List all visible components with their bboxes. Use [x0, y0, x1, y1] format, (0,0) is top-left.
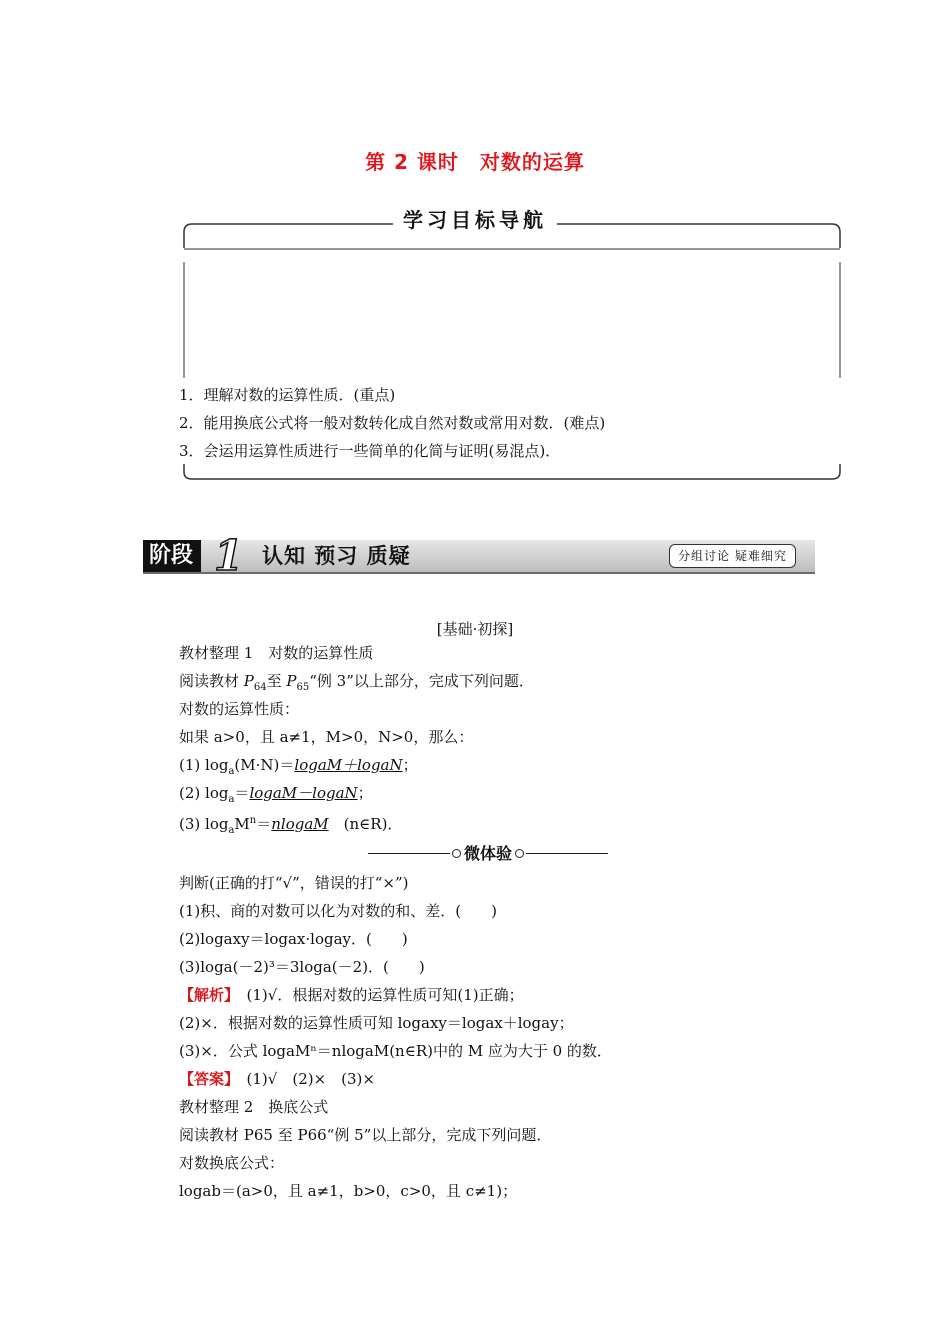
- properties-condition: 如果 a>0，且 a≠1，M>0，N>0，那么：: [179, 728, 474, 746]
- stage-tag: 分组讨论 疑难细究: [669, 544, 796, 568]
- material2-title: 教材整理 2 换底公式: [179, 1098, 329, 1116]
- change-of-base-title: 对数换底公式：: [179, 1154, 285, 1172]
- micro-question: (1)积、商的对数可以化为对数的和、差．( ): [179, 902, 497, 920]
- change-of-base-formula: logab＝(a>0，且 a≠1，b>0，c>0，且 c≠1)；: [179, 1182, 518, 1200]
- objective-item: 1．理解对数的运算性质．(重点): [179, 386, 396, 404]
- section-bracket-label: [基础·初探]: [436, 620, 514, 638]
- material1-title: 教材整理 1 对数的运算性质: [179, 644, 374, 662]
- properties-title: 对数的运算性质：: [179, 700, 300, 718]
- analysis-line: (2)×．根据对数的运算性质可知 logaxy＝logax＋logay；: [179, 1014, 574, 1032]
- analysis-label: 【解析】: [179, 986, 232, 1004]
- micro-question: (2)logaxy＝logax·logay．( ): [179, 930, 408, 948]
- stage-number: 1: [214, 531, 244, 580]
- formula-power: (3) $\log_aM^n=nlogaM$ (n∈R)．: [179, 815, 403, 836]
- answer-label: 【答案】: [179, 1070, 232, 1088]
- micro-question: (3)loga(－2)³＝3loga(－2)．( ): [179, 958, 425, 976]
- page-title: 第 2 课时 对数的运算: [365, 150, 585, 174]
- objectives-heading: 学习目标导航: [0, 204, 950, 233]
- analysis-line: 【解析】 (1)√．根据对数的运算性质可知(1)正确；: [179, 986, 524, 1004]
- objective-item: 3．会运用运算性质进行一些简单的化简与证明(易混点)．: [179, 442, 561, 460]
- material1-reading: 阅读教材 $P_{64}$至 $P_{65}“$例 3”以上部分，完成下列问题．: [179, 672, 534, 693]
- micro-instruction: 判断(正确的打“√”，错误的打“×”): [179, 874, 409, 892]
- objective-item: 2．能用换底公式将一般对数转化成自然对数或常用对数．(难点): [179, 414, 606, 432]
- stage-label: 阶段: [143, 540, 201, 572]
- formula-quotient: (2) $\log_a=logaM-logaN$；: [179, 784, 373, 805]
- answer-line: 【答案】 (1)√ (2)× (3)×: [179, 1070, 375, 1088]
- analysis-line: (3)×．公式 logaMⁿ＝nlogaM(n∈R)中的 M 应为大于 0 的数．: [179, 1042, 612, 1060]
- material2-reading: 阅读教材 P65 至 P66“例 5”以上部分，完成下列问题．: [179, 1126, 552, 1144]
- stage-title: 认知 预习 质疑: [262, 544, 411, 568]
- formula-product: (1) $\log_a(M\cdot N)=logaM+logaN$；: [179, 756, 418, 777]
- micro-divider: 微体验: [368, 842, 608, 866]
